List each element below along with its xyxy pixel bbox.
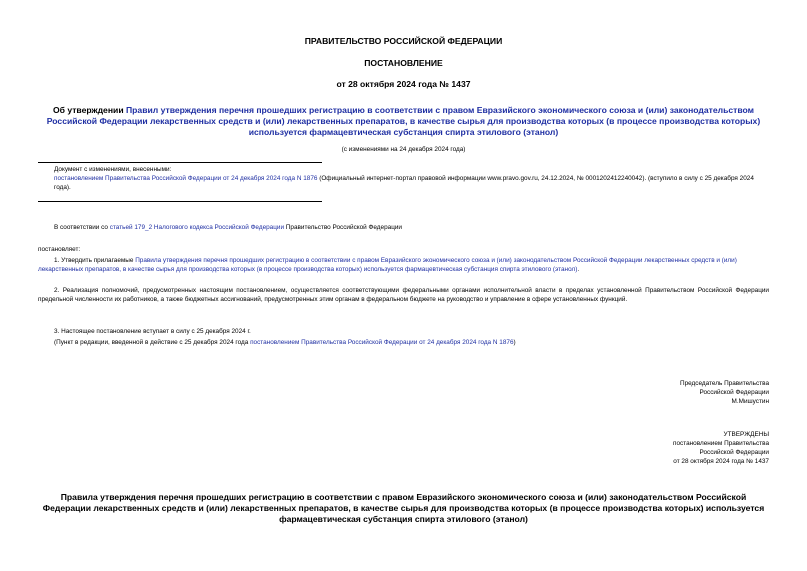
changes-note: (с изменениями на 24 декабря 2024 года): [341, 146, 466, 153]
government-heading: ПРАВИТЕЛЬСТВО РОССИЙСКОЙ ФЕДЕРАЦИИ: [304, 36, 503, 46]
changes-top-rule: [38, 162, 322, 163]
approval-line-2: постановлением Правительства: [673, 440, 769, 447]
document-title: [38, 105, 769, 138]
approval-date-number: от 28 октября 2024 года № 1437: [673, 458, 769, 465]
item-1-prefix: 1. Утвердить прилагаемые: [54, 257, 136, 264]
tax-code-article-link[interactable]: статьей 179_2 Налогового кодекса Российской Федерации: [109, 224, 285, 231]
preamble-prefix: В соответствии со: [54, 224, 110, 231]
changes-amendment-link[interactable]: постановлением Правительства Российской Федерации от 24 декабря 2024 года N 1876: [54, 175, 318, 182]
item-3: 3. Настоящее постановление вступает в силу с 25 декабря 2024 г.: [54, 328, 251, 335]
signature-body: Российской Федерации: [699, 389, 769, 396]
item-1-rules-link[interactable]: Правила утверждения перечня прошедших регистрацию в соответствии с правом Евразийского экономического союза и (или) законодательством Российской Федерации лекарственных средств и (или) лекарственных препаратов, в качестве сырья для производства которых (в процессе производства которых) используется фармацевтическая субстанция спирта этилового (этанол): [38, 257, 737, 273]
decrees-label: постановляет:: [38, 246, 81, 253]
changes-rest: (Официальный интернет-портал правовой информации www.pravo.gov.ru, 24.12.2024, № 0001202412240042). (вступило в силу с 25 декабря 2024 года).: [54, 175, 754, 191]
signature-name: М.Мишустин: [731, 398, 769, 405]
approval-heading: УТВЕРЖДЕНЫ: [723, 431, 769, 438]
preamble-suffix: Правительство Российской Федерации: [284, 224, 402, 231]
approval-block: [469, 430, 769, 466]
item-3-note-link[interactable]: постановлением Правительства Российской Федерации от 24 декабря 2024 года N 1876: [250, 339, 514, 346]
changes-details: [54, 174, 769, 192]
approval-line-3: Российской Федерации: [699, 449, 769, 456]
signature-block: [469, 379, 769, 406]
document-date-number: от 28 октября 2024 года № 1437: [336, 79, 471, 89]
document-type-heading: ПОСТАНОВЛЕНИЕ: [364, 58, 443, 68]
title-rules-link[interactable]: Правил утверждения перечня прошедших регистрацию в соответствии с правом Евразийского экономического союза и (или) законодательством Российской Федерации лекарственных средств и (или) лекарственных препаратов, в качестве сырья для производства которых (в процессе производства которых) используется фармацевтическая субстанция спирта этилового (этанол): [46, 105, 761, 137]
title-prefix: Об утверждении: [52, 105, 126, 115]
item-3-note-prefix: (Пункт в редакции, введенной в действие с 25 декабря 2024 года: [54, 339, 251, 346]
item-3-note: [54, 338, 769, 347]
changes-bottom-rule: [38, 201, 322, 202]
rules-title: Правила утверждения перечня прошедших регистрацию в соответствии с правом Евразийского экономического союза и (или) законодательством Российской Федерации лекарственных средств и (или) лекарственных препаратов, в качестве сырья для производства которых (в процессе производства которых) используется фармацевтическая субстанция спирта этилового (этанол): [42, 492, 765, 524]
item-3-note-suffix: ): [513, 339, 516, 346]
signature-position: Председатель Правительства: [680, 380, 769, 387]
item-2: 2. Реализация полномочий, предусмотренных настоящим постановлением, осуществляется соответствующими федеральными органами исполнительной власти в пределах установленной Правительством Российской Федерации предельной численности их работников, а также бюджетных ассигнований, предусмотренных этим органам в федеральном бюджете на руководство и управление в сфере установленных функций.: [38, 287, 769, 303]
preamble: [54, 223, 769, 232]
item-1: [38, 256, 769, 274]
changes-intro: Документ с изменениями, внесенными:: [54, 166, 172, 173]
changes-box: [54, 165, 769, 192]
item-1-suffix: .: [577, 266, 580, 273]
